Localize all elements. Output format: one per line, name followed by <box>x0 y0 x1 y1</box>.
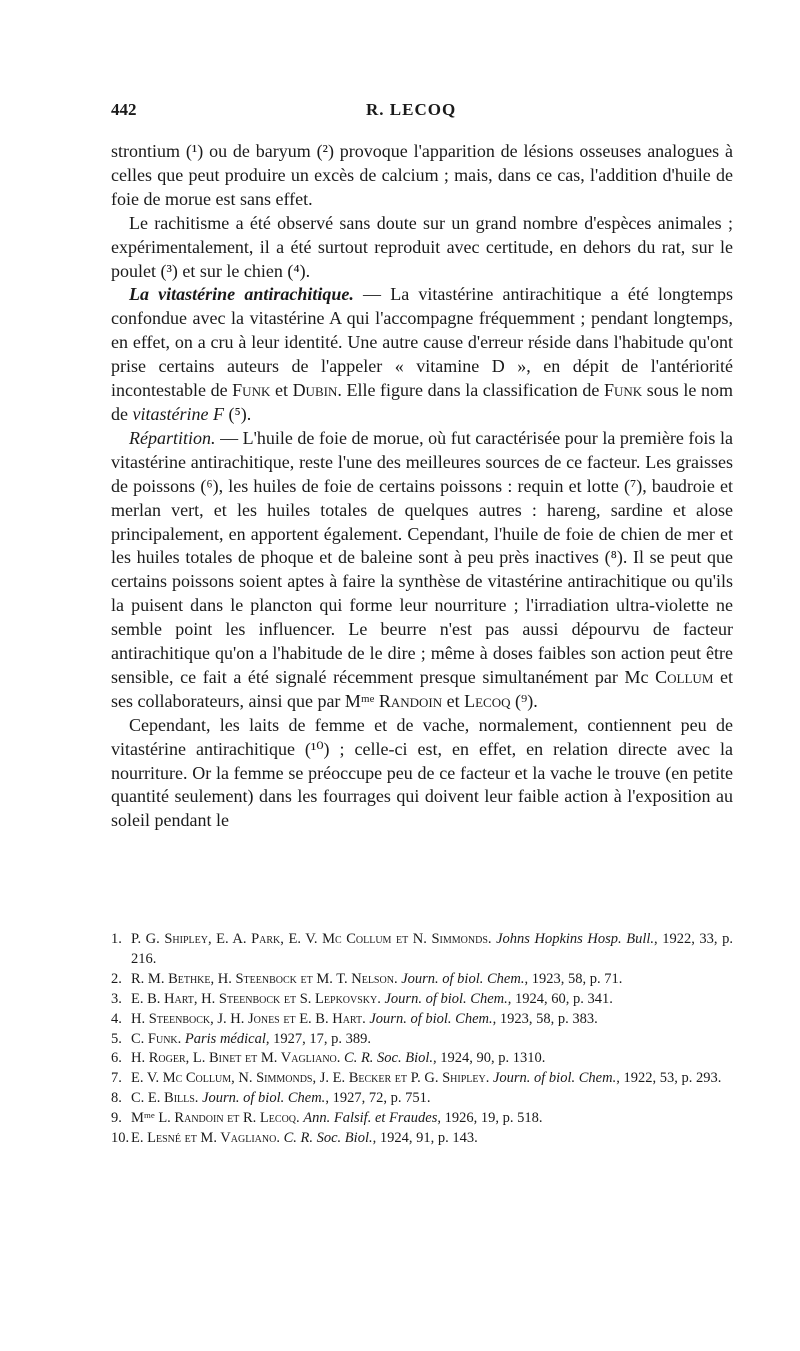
footnote-journal: Journ. of biol. Chem. <box>202 1090 326 1107</box>
footnote-authors: E. Lesné et M. Vagliano. <box>131 1130 280 1147</box>
footnote-number: 3. <box>111 990 122 1007</box>
paragraph-5: Cependant, les laits de femme et de vache, normalement, contiennent peu de vitastérine antirachitique (¹⁰) ; celle-ci est, en effet, en relation directe avec la nourriture. Or la femme se préoccupe peu de ce facteur et la vache le trouve (en petite quantité seulement) dans les fourrages qui doivent leur faible action à l'exposition au soleil pendant le <box>111 714 733 831</box>
paragraph-4 <box>111 427 733 714</box>
footnote-number: 1. <box>111 931 122 947</box>
footnote-journal: Journ. of biol. Chem. <box>384 990 508 1007</box>
footnote-journal: C. R. Soc. Biol. <box>283 1130 373 1147</box>
footnote-ref: (⁹). <box>510 690 538 711</box>
footnote-journal: Ann. Falsif. et Fraudes <box>303 1110 438 1127</box>
author-name: Funk <box>603 380 643 401</box>
author-name: Lecoq <box>464 690 511 711</box>
footnote-number: 8. <box>111 1090 122 1107</box>
paragraph-1: strontium (¹) ou de baryum (²) provoque l'apparition de lésions osseuses analogues à celles que peut produire un excès de calcium ; mais, dans ce cas, l'addition d'huile de foie de morue est sans effet. <box>111 141 733 209</box>
footnote-details: , 1923, 58, p. 71. <box>524 970 623 987</box>
footnote-details: , 1926, 19, p. 518. <box>437 1110 543 1127</box>
author-name: Collum <box>655 666 714 687</box>
author-name: Funk <box>232 380 271 401</box>
paragraph-4-text: — L'huile de foie de morue, où fut caractérisée pour la première fois la vitastérine antirachitique, reste l'une des meilleures sources de ce facteur. Les graisses de poissons (⁶), les huiles de foie de certains poissons : requin et lotte (⁷), baudroie et merlan vert, et les huiles totales de quelques autres : hareng, sardine et alose principalement, en apportent également. Cependant, l'huile de foie de chien de mer et les huiles totales de phoque et de baleine sont à peu près inactives (⁸). Il se peut que certains poissons soient aptes à faire la synthèse de vitastérine antirachitique ou qu'ils la puisent dans le plancton qui forme leur nourriture ; l'irradiation ultra-violette ne semble point les influencer. Le beurre n'est pas aussi dépourvu de facteur antirachitique qu'on a l'habitude de le dire ; même à doses faibles son action peut être sensible, ce fait a été signalé récemment presque simultanément par Mc <box>111 427 733 687</box>
footnote <box>111 1089 733 1109</box>
footnote-details: , 1924, 60, p. 341. <box>507 990 613 1007</box>
footnote <box>111 1049 733 1069</box>
footnote-number: 2. <box>111 970 122 987</box>
paragraph-3-text-2: . Elle figure dans la classification de <box>337 380 604 401</box>
section-heading-vitasterine: La vitastérine antirachitique. <box>129 284 354 305</box>
footnote <box>111 1129 733 1149</box>
footnote-authors: E. B. Hart, H. Steenbock et S. Lepkovsky. <box>131 990 381 1007</box>
footnote-details: , 1927, 17, p. 389. <box>265 1030 371 1047</box>
footnote <box>111 930 733 970</box>
footnote-journal: Journ. of biol. Chem. <box>492 1070 617 1087</box>
footnote <box>111 970 733 990</box>
footnote-authors: C. Funk. <box>131 1030 182 1047</box>
section-heading-repartition: Répartition. <box>129 427 216 448</box>
footnote-authors: R. M. Bethke, H. Steenbock et M. T. Nelson. <box>131 970 398 987</box>
author-name: Randoin <box>378 690 443 711</box>
footnote-details: , 1922, 33, p. 216. <box>131 931 733 967</box>
paragraph-3-text: — La vitastérine antirachitique a été longtemps confondue avec la vitastérine A qui l'accompagne fréquemment ; pendant longtemps, en effet, on a cru à leur identité. Une autre cause d'erreur réside dans l'habitude qu'ont prise certains auteurs de l'appeler « vitamine D », en dépit de l'antériorité incontestable de <box>111 284 733 401</box>
footnote-authors: H. Roger, L. Binet et M. Vagliano. <box>131 1050 341 1067</box>
author-name: Dubin <box>292 380 338 401</box>
paragraph-3-text-3: sous le nom de <box>111 380 733 424</box>
term-vitasterine-f: vitastérine F <box>132 403 224 424</box>
paragraph-2: Le rachitisme a été observé sans doute sur un grand nombre d'espèces animales ; expérimentalement, il a été surtout reproduit avec certitude, en dehors du rat, sur le poulet (³) et sur le chien (⁴). <box>111 212 733 281</box>
conjunction: et <box>270 380 293 401</box>
footnote-ref: (⁵). <box>223 403 252 424</box>
footnote-journal: Journ. of biol. Chem. <box>401 970 525 987</box>
footnote <box>111 1030 733 1050</box>
footnote-number: 4. <box>111 1010 122 1027</box>
page-header <box>111 100 733 124</box>
footnote-journal: Journ. of biol. Chem. <box>369 1010 493 1027</box>
running-head: R. LECOQ <box>366 100 457 119</box>
footnote-number: 6. <box>111 1050 122 1067</box>
paragraph-4-text-2: et ses collaborateurs, ainsi que par Mᵐᵉ <box>111 666 734 711</box>
footnote-authors: Mᵐᵉ L. Randoin et R. Lecoq. <box>131 1110 300 1127</box>
footnote-journal: Johns Hopkins Hosp. Bull. <box>496 931 655 947</box>
footnote-journal: Paris médical <box>184 1030 266 1047</box>
footnotes <box>111 930 733 1149</box>
footnote-number: 7. <box>111 1070 122 1087</box>
conjunction: et <box>442 690 465 711</box>
page-number: 442 <box>111 100 137 119</box>
footnote-number: 5. <box>111 1030 122 1047</box>
footnote <box>111 990 733 1010</box>
footnote-details: , 1927, 72, p. 751. <box>325 1090 431 1107</box>
footnote-journal: C. R. Soc. Biol. <box>344 1050 434 1067</box>
body-text <box>111 140 733 833</box>
footnote-number: 9. <box>111 1110 122 1127</box>
footnote-authors: H. Steenbock, J. H. Jones et E. B. Hart. <box>131 1010 366 1027</box>
footnote-details: , 1924, 91, p. 143. <box>372 1130 478 1147</box>
footnote-details: , 1924, 90, p. 1310. <box>433 1050 546 1067</box>
footnote <box>111 1010 733 1030</box>
footnote-details: , 1922, 53, p. 293. <box>616 1070 722 1087</box>
footnote-authors: E. V. Mc Collum, N. Simmonds, J. E. Becker et P. G. Shipley. <box>131 1070 490 1087</box>
footnote-authors: C. E. Bills. <box>131 1090 199 1107</box>
footnote <box>111 1069 733 1089</box>
footnote <box>111 1109 733 1129</box>
paragraph-3 <box>111 283 733 426</box>
footnote-authors: P. G. Shipley, E. A. Park, E. V. Mc Collum et N. Simmonds. <box>131 931 492 947</box>
footnote-number: 10. <box>111 1130 130 1147</box>
footnote-details: , 1923, 58, p. 383. <box>492 1010 598 1027</box>
